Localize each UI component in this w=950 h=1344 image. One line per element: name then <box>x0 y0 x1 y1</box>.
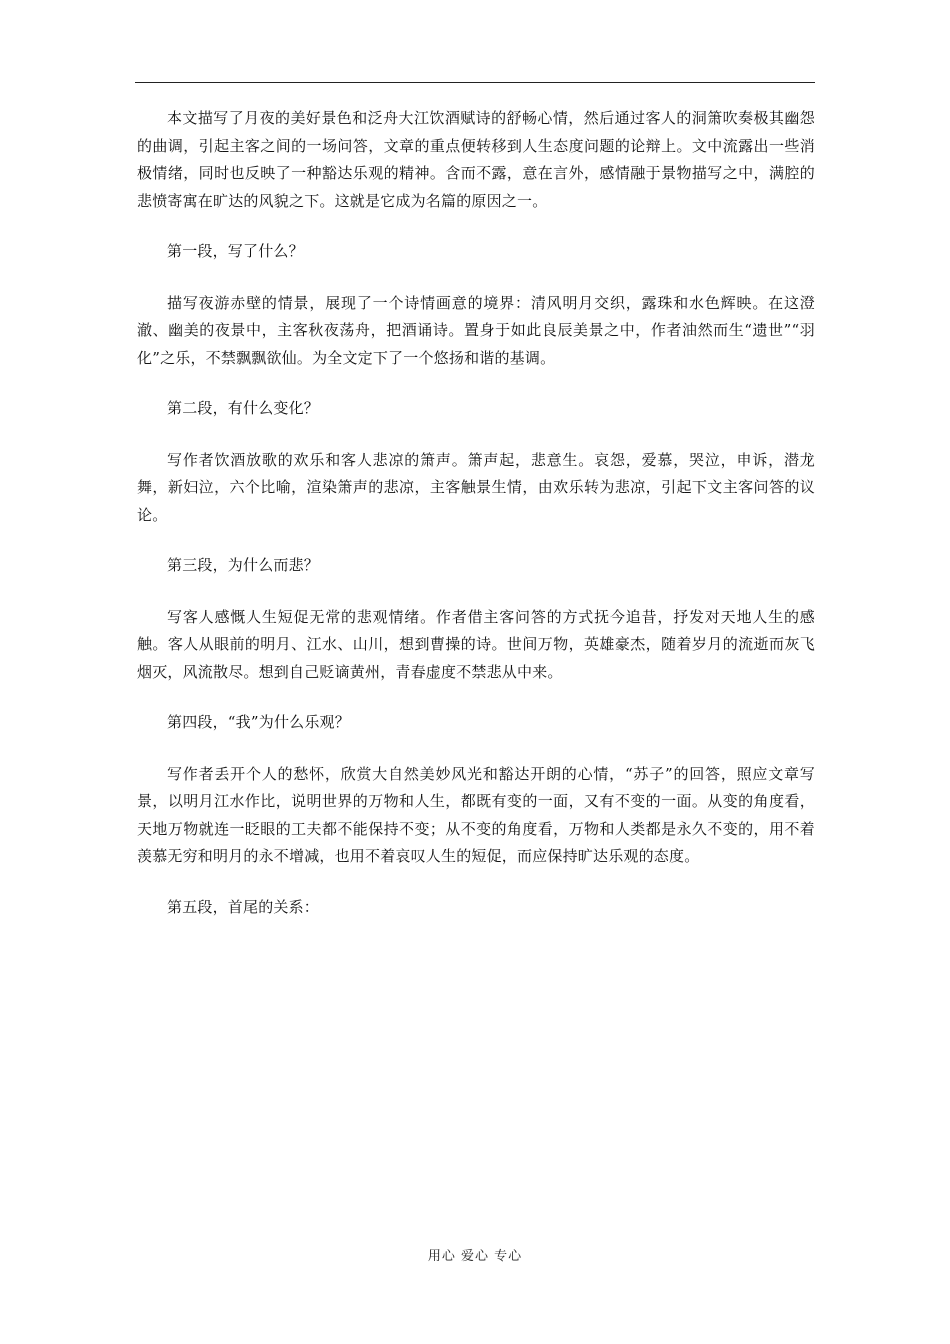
paragraph-section-4: 写作者丢开个人的愁怀，欣赏大自然美妙风光和豁达开朗的心情，“苏子”的回答，照应文章写景，以明月江水作比，说明世界的万物和人生，都既有变的一面，又有不变的一面。从变的角度看，天地万物就连一眨眼的工夫都不能保持不变；从不变的角度看，万物和人类都是永久不变的，用不着羡慕无穷和明月的永不增减，也用不着哀叹人生的短促，而应保持旷达乐观的态度。 <box>137 764 815 865</box>
paragraph-intro: 本文描写了月夜的美好景色和泛舟大江饮酒赋诗的舒畅心情，然后通过客人的洞箫吹奏极其幽怨的曲调，引起主客之间的一场问答，文章的重点便转移到人生态度问题的论辩上。文中流露出一些消极情绪，同时也反映了一种豁达乐观的精神。含而不露，意在言外，感情融于景物描写之中，满腔的悲愤寄寓在旷达的风貌之下。这就是它成为名篇的原因之一。 <box>137 109 815 210</box>
paragraph-section-3: 写客人感慨人生短促无常的悲观情绪。作者借主客问答的方式抚今追昔，抒发对天地人生的感触。客人从眼前的明月、江水、山川，想到曹操的诗。世间万物，英雄豪杰，随着岁月的流逝而灰飞烟灭，风流散尽。想到自己贬谪黄州，青春虚度不禁悲从中来。 <box>137 607 815 681</box>
heading-section-3: 第三段，为什么而悲？ <box>167 556 320 574</box>
heading-section-1: 第一段，写了什么？ <box>167 242 304 260</box>
heading-section-2: 第二段，有什么变化？ <box>167 399 320 417</box>
paragraph-section-1: 描写夜游赤壁的情景，展现了一个诗情画意的境界：清风明月交织，露珠和水色辉映。在这澄澈、幽美的夜景中，主客秋夜荡舟，把酒诵诗。置身于如此良辰美景之中，作者油然而生“遗世”“羽化”之乐，不禁飘飘欲仙。为全文定下了一个悠扬和谐的基调。 <box>137 293 815 367</box>
heading-section-4: 第四段，“我”为什么乐观？ <box>167 713 350 731</box>
document-body <box>137 92 815 921</box>
header-rule <box>135 82 815 83</box>
paragraph-section-2: 写作者饮酒放歌的欢乐和客人悲凉的箫声。箫声起，悲意生。哀怨，爱慕，哭泣，申诉，潜龙舞，新妇泣，六个比喻，渲染箫声的悲凉，主客触景生情，由欢乐转为悲凉，引起下文主客问答的议论。 <box>137 450 815 524</box>
page-footer: 用心 爱心 专心 <box>427 1249 523 1264</box>
heading-section-5: 第五段，首尾的关系： <box>167 897 320 916</box>
